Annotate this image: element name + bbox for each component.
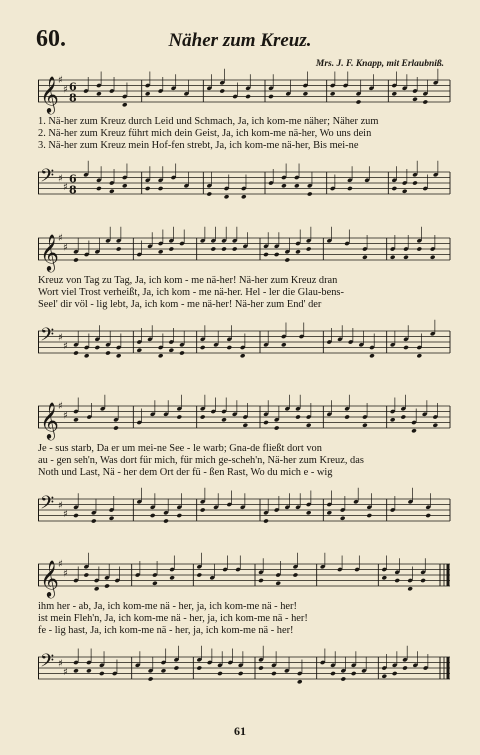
notehead [402, 665, 408, 670]
notehead [407, 586, 413, 591]
notehead [241, 194, 247, 199]
notehead [281, 342, 287, 347]
lyric-verse-3: 3. Nä-her zum Kreuz mein Hof-fen strebt, Ja, ich kom-me nä-her, Bis mei-ne [38, 140, 359, 151]
lyric-verse-2: ist mein Fleh'n, Ja, ich kom-me nä - her, ja, ich kom-me nä - her! [38, 613, 308, 624]
notehead [242, 423, 248, 428]
sharp-icon: ♯ [63, 84, 68, 96]
notehead [152, 581, 158, 586]
notehead [392, 671, 398, 676]
sharp-icon: ♯ [63, 568, 68, 580]
notehead [390, 255, 396, 260]
time-signature-bottom: 8 [69, 183, 77, 197]
bass-staff [38, 323, 450, 363]
notehead [362, 255, 368, 260]
notehead [425, 513, 431, 518]
notehead [330, 91, 336, 96]
bass-staff [38, 649, 450, 689]
notehead [96, 186, 102, 191]
notehead [281, 183, 287, 188]
notehead [268, 94, 274, 99]
treble-clef-icon: 𝄞 [40, 233, 59, 271]
notehead [150, 513, 156, 518]
notehead [271, 671, 277, 676]
notehead [99, 671, 105, 676]
notehead [403, 345, 409, 350]
notehead [210, 246, 216, 251]
notehead [295, 249, 301, 254]
notehead [420, 578, 426, 583]
notehead [104, 583, 110, 588]
treble-staff [38, 72, 450, 112]
notehead [403, 255, 409, 260]
notehead [369, 353, 375, 358]
lyric-verse-1: 1. Nä-her zum Kreuz durch Leid und Schmach, Ja, ich kom-me näher; Näher zum [38, 116, 379, 127]
sharp-icon: ♯ [63, 410, 68, 422]
notehead [391, 91, 397, 96]
notehead [136, 348, 142, 353]
notehead [258, 665, 264, 670]
notehead [158, 353, 164, 358]
notehead [381, 575, 387, 580]
notehead [416, 353, 422, 358]
lyric-verse-1: ihm her - ab, Ja, ich kom-me nä - her, ja, ich kom-me nä - her! [38, 601, 297, 612]
notehead [105, 350, 111, 355]
notehead [169, 575, 175, 580]
notehead [356, 99, 362, 104]
notehead [381, 674, 387, 679]
lyric-verse-3: Seel' dir völ - lig lebt, Ja, ich kom - me nä-her! Nä-her zum End' der [38, 299, 322, 310]
sharp-icon: ♯ [58, 233, 63, 244]
hymn-title: Näher zum Kreuz. [168, 30, 312, 51]
time-signature-top: 6 [69, 172, 77, 186]
notehead [200, 507, 206, 512]
notehead [94, 345, 100, 350]
notehead [344, 414, 350, 419]
composer-credit: Mrs. J. F. Knapp, mit Erlaubniß. [315, 59, 444, 69]
notehead [158, 186, 164, 191]
notehead [113, 425, 119, 430]
notehead [176, 414, 182, 419]
notehead [400, 414, 406, 419]
notehead [295, 414, 301, 419]
lyric-verse-2: au - gen seh'n, Was dort für mich, für mich ge-scheh'n, Nä-her zum Kreuz, das [38, 455, 364, 466]
notehead [219, 88, 225, 93]
treble-clef-icon: 𝄞 [40, 75, 59, 113]
notehead [303, 91, 309, 96]
notehead [200, 414, 206, 419]
notehead [122, 183, 128, 188]
notehead [275, 581, 281, 586]
notehead [347, 186, 353, 191]
notehead [148, 676, 154, 681]
lyric-verse-2: 2. Nä-her zum Kreuz führt mich dein Geist, Ja, ich kom-me nä-her, Wo uns dein [38, 128, 372, 139]
notehead [200, 345, 206, 350]
notehead [174, 665, 180, 670]
notehead [221, 417, 227, 422]
notehead [96, 91, 102, 96]
notehead [109, 189, 115, 194]
sharp-icon: ♯ [58, 332, 63, 344]
treble-clef-icon: 𝄞 [40, 401, 59, 439]
lyric-verse-2: Wort viel Trost verheißt, Ja, ich kom - me nä-her. Hel - ler die Glau-bens- [38, 287, 344, 298]
notehead [168, 348, 174, 353]
notehead [217, 671, 223, 676]
sharp-icon: ♯ [58, 173, 63, 185]
notehead [179, 350, 185, 355]
notehead [330, 671, 336, 676]
notehead [226, 345, 232, 350]
notehead [238, 671, 244, 676]
treble-staff [38, 556, 450, 596]
notehead [366, 513, 372, 518]
sharp-icon: ♯ [58, 658, 63, 670]
notehead [274, 252, 280, 257]
bass-clef-icon: 𝄢 [40, 651, 55, 676]
notehead [196, 665, 202, 670]
notehead [263, 252, 269, 257]
notehead [73, 668, 79, 673]
notehead [416, 246, 422, 251]
notehead [73, 513, 79, 518]
notehead [116, 353, 122, 358]
notehead [430, 255, 436, 260]
notehead [163, 518, 169, 523]
notehead [340, 676, 346, 681]
treble-clef-icon: 𝄞 [40, 559, 59, 597]
notehead [394, 578, 400, 583]
lyric-verse-3: fe - lig hast, Ja, ich kom-me nä - her, ja, ich kom-me nä - her! [38, 625, 294, 636]
notehead [284, 257, 290, 262]
notehead [161, 668, 167, 673]
notehead [109, 516, 115, 521]
notehead [224, 194, 230, 199]
notehead [83, 572, 89, 577]
notehead [297, 679, 303, 684]
notehead [263, 518, 269, 523]
notehead [293, 572, 299, 577]
notehead [351, 671, 357, 676]
treble-staff [38, 230, 450, 270]
page-number: 61 [234, 724, 246, 738]
sharp-icon: ♯ [63, 340, 68, 352]
bass-staff [38, 164, 450, 204]
notehead [326, 510, 332, 515]
hymn-number: 60. [36, 26, 66, 52]
notehead [422, 99, 428, 104]
sharp-icon: ♯ [63, 666, 68, 678]
sharp-icon: ♯ [63, 242, 68, 254]
notehead [340, 516, 346, 521]
notehead [412, 180, 418, 185]
notehead [86, 668, 92, 673]
notehead [274, 425, 280, 430]
sharp-icon: ♯ [58, 75, 63, 86]
notehead [307, 191, 313, 196]
lyric-verse-3: Noth und Last, Nä - her dem Ort der fü - ßen Rast, Wo du mich e - wig [38, 467, 333, 478]
notehead [73, 417, 79, 422]
notehead [306, 246, 312, 251]
notehead [402, 189, 408, 194]
sharp-icon: ♯ [58, 500, 63, 512]
notehead [294, 183, 300, 188]
notehead [206, 191, 212, 196]
notehead [411, 428, 417, 433]
notehead [145, 186, 151, 191]
notehead [73, 350, 79, 355]
notehead [412, 97, 418, 102]
notehead [306, 423, 312, 428]
lyric-verse-1: Kreuz von Tag zu Tag, Ja, ich kom - me nä-her! Nä-her zum Kreuz dran [38, 275, 338, 286]
notehead [91, 518, 97, 523]
notehead [196, 572, 202, 577]
notehead [232, 246, 238, 251]
notehead [176, 513, 182, 518]
notehead [306, 510, 312, 515]
sharp-icon: ♯ [58, 401, 63, 412]
notehead [245, 94, 251, 99]
notehead [362, 423, 368, 428]
notehead [391, 186, 397, 191]
sharp-icon: ♯ [58, 559, 63, 570]
notehead [84, 353, 90, 358]
lyric-verse-1: Je - sus starb, Da er um mei-ne See - le warb; Gna-de fließt dort von [38, 443, 322, 454]
bass-clef-icon: 𝄢 [40, 493, 55, 518]
sharp-icon: ♯ [63, 508, 68, 520]
notehead [158, 249, 164, 254]
notehead [432, 423, 438, 428]
notehead [122, 102, 128, 107]
notehead [240, 353, 246, 358]
notehead [258, 578, 264, 583]
notehead [145, 91, 151, 96]
notehead [73, 257, 79, 262]
treble-staff [38, 398, 450, 438]
sharp-icon: ♯ [63, 181, 68, 193]
time-signature-bottom: 8 [69, 91, 77, 105]
notehead [221, 246, 227, 251]
bass-clef-icon: 𝄢 [40, 166, 55, 191]
notehead [116, 246, 122, 251]
notehead [168, 246, 174, 251]
notehead [390, 417, 396, 422]
bass-clef-icon: 𝄢 [40, 325, 55, 350]
notehead [94, 586, 100, 591]
notehead [263, 420, 269, 425]
time-signature-top: 6 [69, 80, 77, 94]
bass-staff [38, 491, 450, 531]
